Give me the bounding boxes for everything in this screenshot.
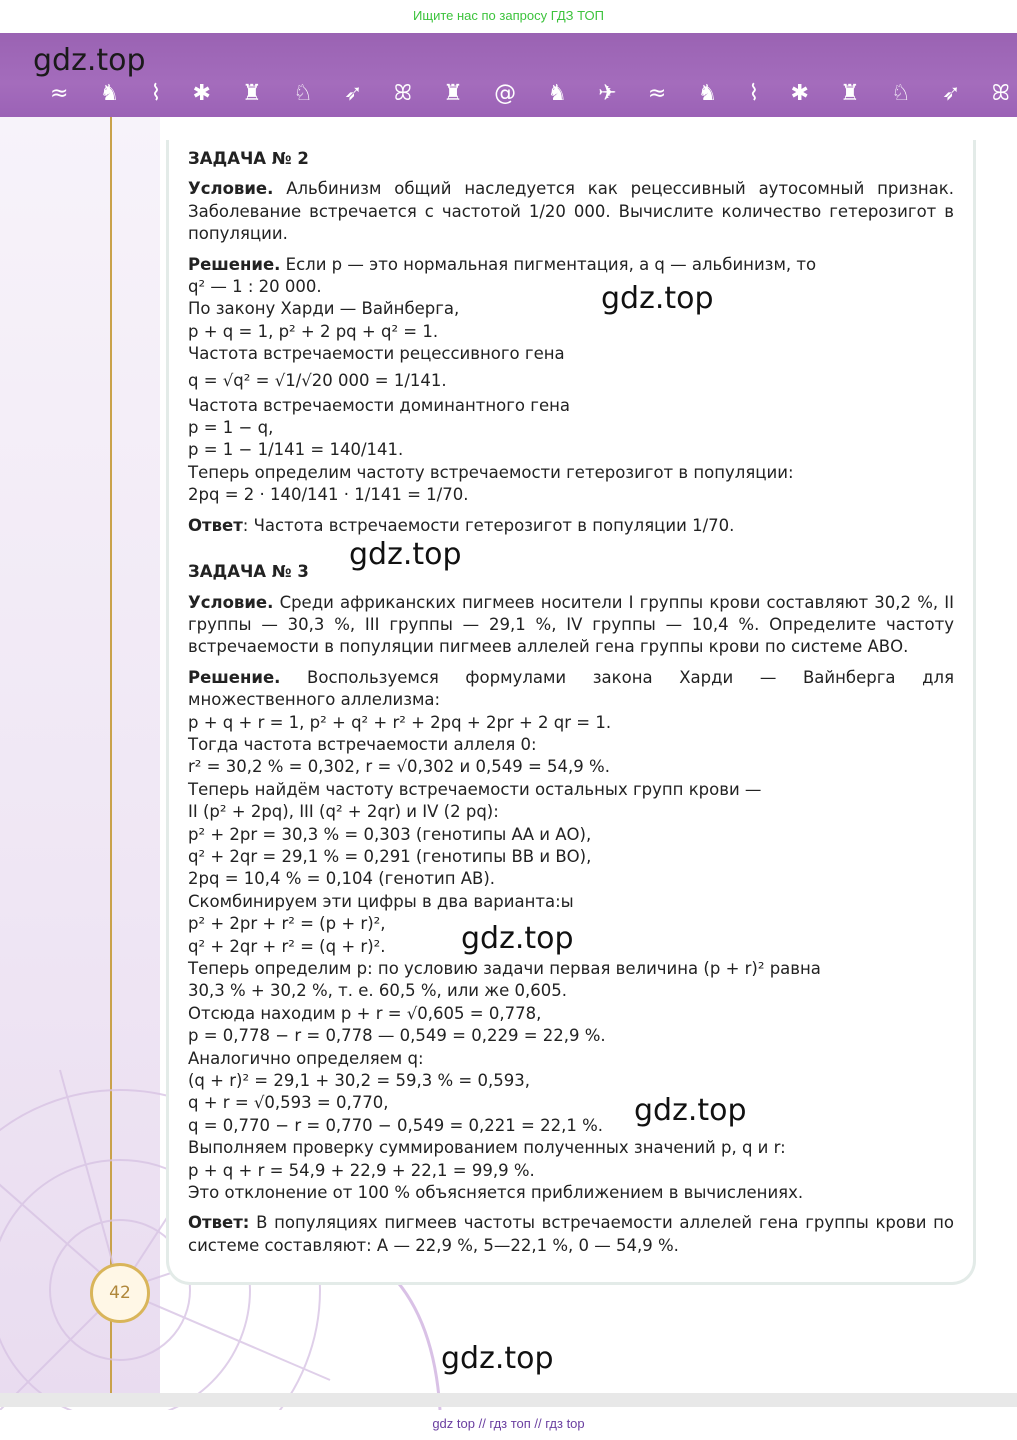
task2-solution-line: По закону Харди — Вайнберга, xyxy=(188,299,460,319)
insect-icon: ✱ xyxy=(790,81,809,106)
task2-condition xyxy=(188,178,954,245)
task3-solution-line: Теперь найдём частоту встречаемости остальных групп крови — xyxy=(188,779,762,799)
bird-icon: ➶ xyxy=(941,81,961,106)
task3-solution-line: p² + 2pr = 30,3 % = 0,303 (генотипы АА и АО), xyxy=(188,824,592,844)
task3-solution-line: Выполняем проверку суммированием полученных значений р, q и r: xyxy=(188,1138,786,1158)
task2-solution-line: Теперь определим частоту встречаемости гетерозигот в популяции: xyxy=(188,462,794,482)
task2-title: ЗАДАЧА № 2 xyxy=(188,149,309,168)
task3-solution-intro: Воспользуемся формулами закона Харди — Вайнберга для множественного аллелизма: xyxy=(188,667,954,710)
task2-solution-line: q² — 1 : 20 000. xyxy=(188,277,322,297)
mammal-icon: ♜ xyxy=(242,81,262,106)
task3-solution-line: q² + 2qr + r² = (q + r)². xyxy=(188,936,386,956)
task3-answer-label: Ответ: xyxy=(188,1213,250,1233)
task3-solution-line: Отсюда находим p + r = √0,605 = 0,778, xyxy=(188,1003,542,1023)
task2-answer-label: Ответ xyxy=(188,515,243,535)
task2-solution-line: p = 1 − q, xyxy=(188,418,274,438)
animal-silhouettes-strip xyxy=(50,79,1010,109)
task3-solution-line: q² + 2qr = 29,1 % = 0,291 (генотипы ВВ и ВО), xyxy=(188,846,592,866)
task3-solution-line: p = 0,778 − r = 0,778 — 0,549 = 0,229 = 22,9 %. xyxy=(188,1026,606,1046)
top-search-note: Ищите нас по запросу ГДЗ ТОП xyxy=(413,8,604,23)
task3-solution-line: r² = 30,2 % = 0,302, r = √0,302 и 0,549 = 54,9 %. xyxy=(188,757,610,777)
footer-links[interactable]: gdz top // гдз топ // гдз top xyxy=(432,1416,585,1431)
watermark: gdz.top xyxy=(634,1093,747,1128)
task3-solution-label: Решение. xyxy=(188,667,281,687)
task3-solution-line: Скомбинируем эти цифры в два варианта:ы xyxy=(188,891,574,911)
bottom-gray-bar xyxy=(0,1393,1017,1407)
kangaroo-icon: ♘ xyxy=(891,81,911,106)
whale-icon: ≈ xyxy=(647,81,667,106)
task3-solution-line: Тогда частота встречаемости аллеля 0: xyxy=(188,734,537,754)
task3-answer-text: В популяциях пигмеев частоты встречаемости аллелей гена группы крови по системе составляют: А — 22,9 %, 5—22,1 %, 0 — 54,9 %. xyxy=(188,1213,955,1255)
task2-solution-line: Частота встречаемости рецессивного гена xyxy=(188,344,565,364)
task2-answer-text: : Частота встречаемости гетерозигот в популяции 1/70. xyxy=(242,515,735,535)
task2-solution-label: Решение. xyxy=(188,254,281,274)
butterfly-icon: ꕤ xyxy=(991,81,1010,106)
mammal-icon: ♜ xyxy=(840,81,860,106)
task3-solution-line: Теперь определим р: по условию задачи первая величина (p + r)² равна xyxy=(188,959,821,978)
task3-answer xyxy=(188,1212,954,1257)
task2-solution-line: 2pq = 2 · 140/141 · 1/141 = 1/70. xyxy=(188,485,469,505)
butterfly-icon: ꕤ xyxy=(393,81,412,106)
task2-condition-text: Альбинизм общий наследуется как рецессивный аутосомный признак. Заболевание встречается с частотой 1/20 000. Вычислите количество гетерозигот в популяции. xyxy=(188,179,954,244)
kangaroo-icon: ♘ xyxy=(293,81,313,106)
meerkat-icon: ⌇ xyxy=(150,81,162,106)
task3-solution-line: 2pq = 10,4 % = 0,104 (генотип АВ). xyxy=(188,869,496,889)
snail-icon: @ xyxy=(494,81,517,106)
task3-title: ЗАДАЧА № 3 xyxy=(188,562,309,582)
page-content xyxy=(188,148,954,1265)
rabbit-icon: ♞ xyxy=(99,81,120,106)
task2-condition-label: Условие. xyxy=(188,179,274,199)
task3-condition-label: Условие. xyxy=(188,592,274,612)
page-number-badge: 42 xyxy=(90,1263,150,1323)
task3-solution-line: II (p² + 2pq), III (q² + 2qr) и IV (2 pq): xyxy=(188,802,499,822)
horse-icon: ♞ xyxy=(547,81,568,106)
watermark: gdz.top xyxy=(441,1341,554,1376)
task2-answer xyxy=(188,515,954,537)
bison-icon: ♜ xyxy=(443,81,463,106)
task3-solution-line: Это отклонение от 100 % объясняется приближением в вычислениях. xyxy=(188,1183,804,1203)
rabbit-icon: ♞ xyxy=(697,81,718,106)
task3-condition xyxy=(188,592,954,659)
header-band xyxy=(0,33,1017,117)
bird-flying-icon: ✈ xyxy=(598,81,617,106)
task3-solution-line: p² + 2pr + r² = (p + r)², xyxy=(188,914,386,934)
task2-solution-line: p = 1 − 1/141 = 140/141. xyxy=(188,440,404,460)
task2-solution-line: Частота встречаемости доминантного гена xyxy=(188,395,570,415)
watermark: gdz.top xyxy=(461,921,574,956)
task3-solution-line: 30,3 % + 30,2 %, т. е. 60,5 %, или же 0,605. xyxy=(188,981,568,1001)
task3-solution-line: p + q + r = 1, p² + q² + r² + 2pq + 2pr + 2 qr = 1. xyxy=(188,712,612,732)
task2-solution-line: q = √q² = √1/√20 000 = 1/141. xyxy=(188,370,447,390)
task3-solution-line: q = 0,770 − r = 0,770 − 0,549 = 0,221 = 22,1 %. xyxy=(188,1115,603,1135)
watermark: gdz.top xyxy=(349,537,462,572)
task2-solution-line: Если р — это нормальная пигментация, а q — альбинизм, то xyxy=(285,254,817,274)
task3-solution-line: q + r = √0,593 = 0,770, xyxy=(188,1093,389,1113)
header-logo[interactable]: gdz.top xyxy=(33,43,146,78)
task3-condition-text: Среди африканских пигмеев носители I группы крови составляют 30,2 %, II группы — 30,3 %, III группы — 29,1 %, IV группы — 10,4 %. Определите частоту встречаемости в популяции пигмеев аллелей гена группы крови по системе АВО. xyxy=(188,592,955,657)
whale-icon: ≈ xyxy=(50,81,69,106)
task3-solution-line: Аналогично определяем q: xyxy=(188,1048,424,1068)
meerkat-icon: ⌇ xyxy=(748,81,760,106)
task3-solution-line: p + q + r = 54,9 + 22,9 + 22,1 = 99,9 %. xyxy=(188,1160,535,1180)
task3-solution-line: (q + r)² = 29,1 + 30,2 = 59,3 % = 0,593, xyxy=(188,1071,530,1091)
insect-icon: ✱ xyxy=(192,81,211,106)
watermark: gdz.top xyxy=(601,281,714,316)
task2-solution-line: p + q = 1, p² + 2 pq + q² = 1. xyxy=(188,321,439,341)
task2-solution xyxy=(188,254,954,507)
bird-icon: ➶ xyxy=(344,81,363,106)
